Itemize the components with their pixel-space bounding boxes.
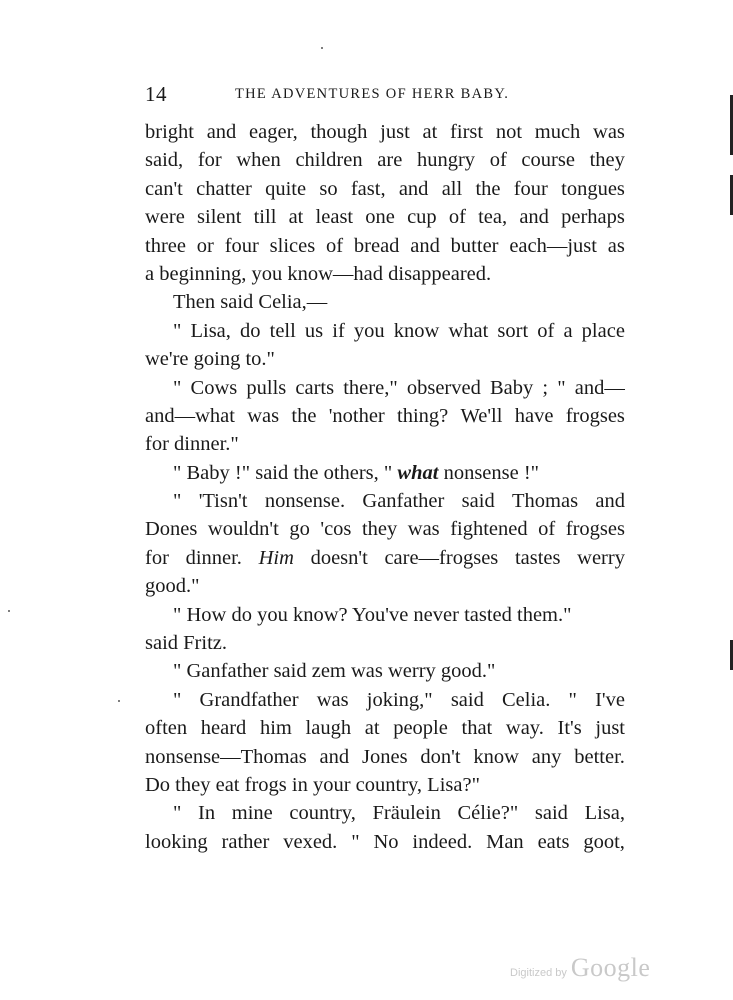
text-line: for dinner. Him doesn't care—frogses tastes werry [145, 546, 625, 569]
text-line: " Baby !" said the others, " what nonsense !" [173, 461, 540, 484]
scan-dust-speck [8, 610, 10, 612]
text-line: " Lisa, do tell us if you know what sort of a place [173, 319, 625, 342]
page-number: 14 [145, 82, 167, 106]
text-line: said Fritz. [145, 632, 227, 655]
text-line: " 'Tisn't nonsense. Ganfather said Thomas and [173, 490, 625, 513]
body-text [145, 118, 625, 856]
watermark-logo-text: Google [570, 953, 651, 982]
text-line: nonsense—Thomas and Jones don't know any better. [145, 745, 625, 768]
text-line: good." [145, 575, 200, 598]
text-line: and—what was the 'nother thing? We'll have frogses [145, 404, 625, 427]
watermark-small-text: Digitized by [510, 967, 567, 979]
running-title: THE ADVENTURES OF HERR BABY. [235, 86, 510, 102]
text-line: Do they eat frogs in your country, Lisa?" [145, 773, 480, 796]
text-line: three or four slices of bread and butter each—just as [145, 234, 625, 257]
text-line: Then said Celia,— [173, 291, 328, 314]
text-line: Dones wouldn't go 'cos they was fightened of frogses [145, 518, 625, 541]
text-line: " How do you know? You've never tasted them." [173, 603, 572, 626]
scan-dust-speck [118, 700, 120, 702]
text-line: we're going to." [145, 348, 275, 371]
text-line: bright and eager, though just at first not much was [145, 121, 625, 143]
text-line: said, for when children are hungry of course they [145, 149, 625, 172]
text-line: a beginning, you know—had disappeared. [145, 262, 492, 285]
text-line: " In mine country, Fräulein Célie?" said Lisa, [173, 802, 625, 825]
text-line: for dinner." [145, 433, 239, 456]
text-line: " Cows pulls carts there," observed Baby ; " and— [173, 376, 625, 399]
text-line: " Grandfather was joking," said Celia. " I've [173, 688, 625, 711]
scan-dust-speck [321, 47, 323, 49]
text-line: were silent till at least one cup of tea, and perhaps [145, 206, 625, 229]
digitized-watermark [510, 953, 650, 983]
text-line: looking rather vexed. " No indeed. Man eats goot, [145, 830, 625, 853]
page-header [145, 82, 625, 106]
text-line: can't chatter quite so fast, and all the four tongues [145, 177, 625, 200]
text-line: " Ganfather said zem was werry good." [173, 660, 496, 683]
text-line: often heard him laugh at people that way. It's just [145, 717, 625, 740]
